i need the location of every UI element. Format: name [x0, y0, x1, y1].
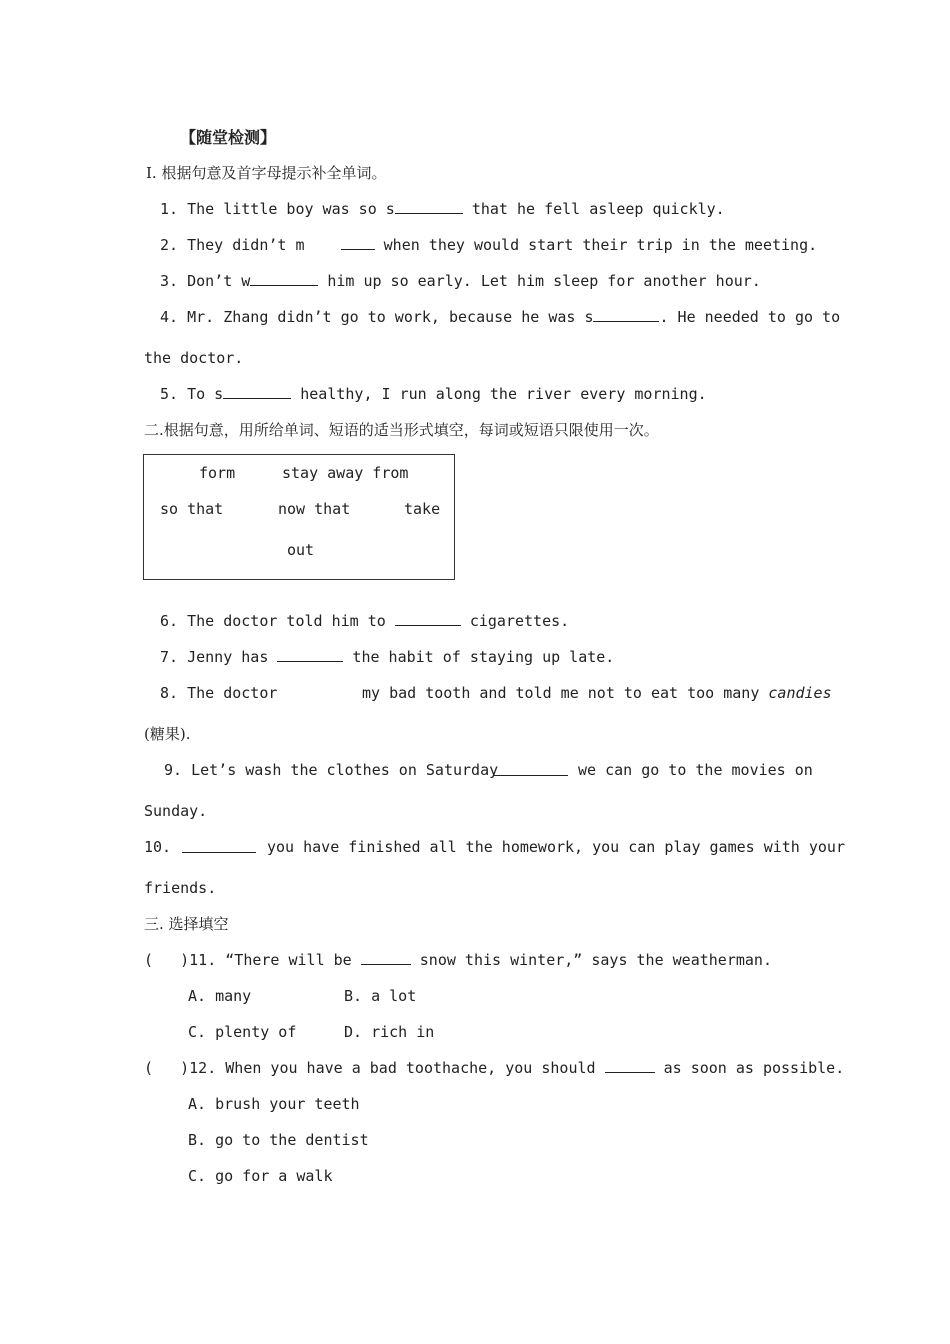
- option-11-a[interactable]: A. many: [188, 987, 252, 1005]
- option-11-c[interactable]: C. plenty of: [188, 1023, 297, 1041]
- question-10-number: 10.: [144, 838, 172, 856]
- option-11-d[interactable]: D. rich in: [344, 1023, 435, 1041]
- answer-blank[interactable]: [361, 950, 411, 965]
- section3-heading: 三. 选择填空: [144, 915, 229, 933]
- section1-heading: Ⅰ. 根据句意及首字母提示补全单词。: [146, 164, 387, 182]
- question-4: 4. Mr. Zhang didn’t go to work, because he was s . He needed to go to: [160, 308, 841, 326]
- question-9-text: we can go to the movies on: [578, 761, 813, 779]
- word-stay-away-from: stay away from: [282, 464, 409, 482]
- question-6: 6. The doctor told him to cigarettes.: [160, 612, 570, 630]
- question-3: 3. Don’t w him up so early. Let him sleep for another hour.: [160, 272, 761, 290]
- question-8-text: my bad tooth and told me not to eat too many candies: [362, 684, 832, 702]
- option-12-c[interactable]: C. go for a walk: [188, 1167, 333, 1185]
- question-12: ( )12. When you have a bad toothache, you should as soon as possible.: [144, 1059, 845, 1077]
- question-9-number: 9. Let’s wash the clothes on Saturday: [164, 761, 499, 779]
- question-8-number: 8. The doctor: [160, 684, 278, 702]
- answer-blank[interactable]: [395, 199, 463, 214]
- question-7: 7. Jenny has the habit of staying up late.: [160, 648, 615, 666]
- question-5: 5. To s healthy, I run along the river every morning.: [160, 385, 707, 403]
- question-9-continued: Sunday.: [144, 802, 208, 820]
- question-4-continued: the doctor.: [144, 349, 244, 367]
- section2-heading: 二.根据句意，用所给单词、短语的适当形式填空，每词或短语只限使用一次。: [144, 421, 659, 439]
- answer-blank[interactable]: [182, 838, 256, 853]
- question-10-continued: friends.: [144, 879, 217, 897]
- answer-blank[interactable]: [593, 307, 659, 322]
- answer-blank[interactable]: [395, 611, 461, 626]
- option-12-b[interactable]: B. go to the dentist: [188, 1131, 369, 1149]
- question-11: ( )11. “There will be snow this winter,” says the weatherman.: [144, 951, 772, 969]
- answer-blank[interactable]: [605, 1058, 655, 1073]
- word-so-that: so that: [160, 500, 224, 518]
- option-12-a[interactable]: A. brush your teeth: [188, 1095, 360, 1113]
- answer-blank[interactable]: [223, 384, 291, 399]
- page-title: 【随堂检测】: [180, 128, 277, 147]
- word-out: out: [287, 541, 315, 559]
- question-10-text: you have finished all the homework, you can play games with your: [267, 838, 845, 856]
- answer-blank[interactable]: [341, 235, 375, 250]
- question-2: 2. They didn’t m when they would start their trip in the meeting.: [160, 236, 818, 254]
- answer-blank[interactable]: [494, 761, 568, 776]
- answer-blank[interactable]: [250, 271, 318, 286]
- word-now-that: now that: [278, 500, 351, 518]
- question-8-continued: (糖果).: [144, 725, 191, 743]
- word-form: form: [199, 464, 236, 482]
- answer-blank[interactable]: [277, 647, 343, 662]
- option-11-b[interactable]: B. a lot: [344, 987, 417, 1005]
- word-take: take: [404, 500, 441, 518]
- question-1: 1. The little boy was so s that he fell asleep quickly.: [160, 200, 725, 218]
